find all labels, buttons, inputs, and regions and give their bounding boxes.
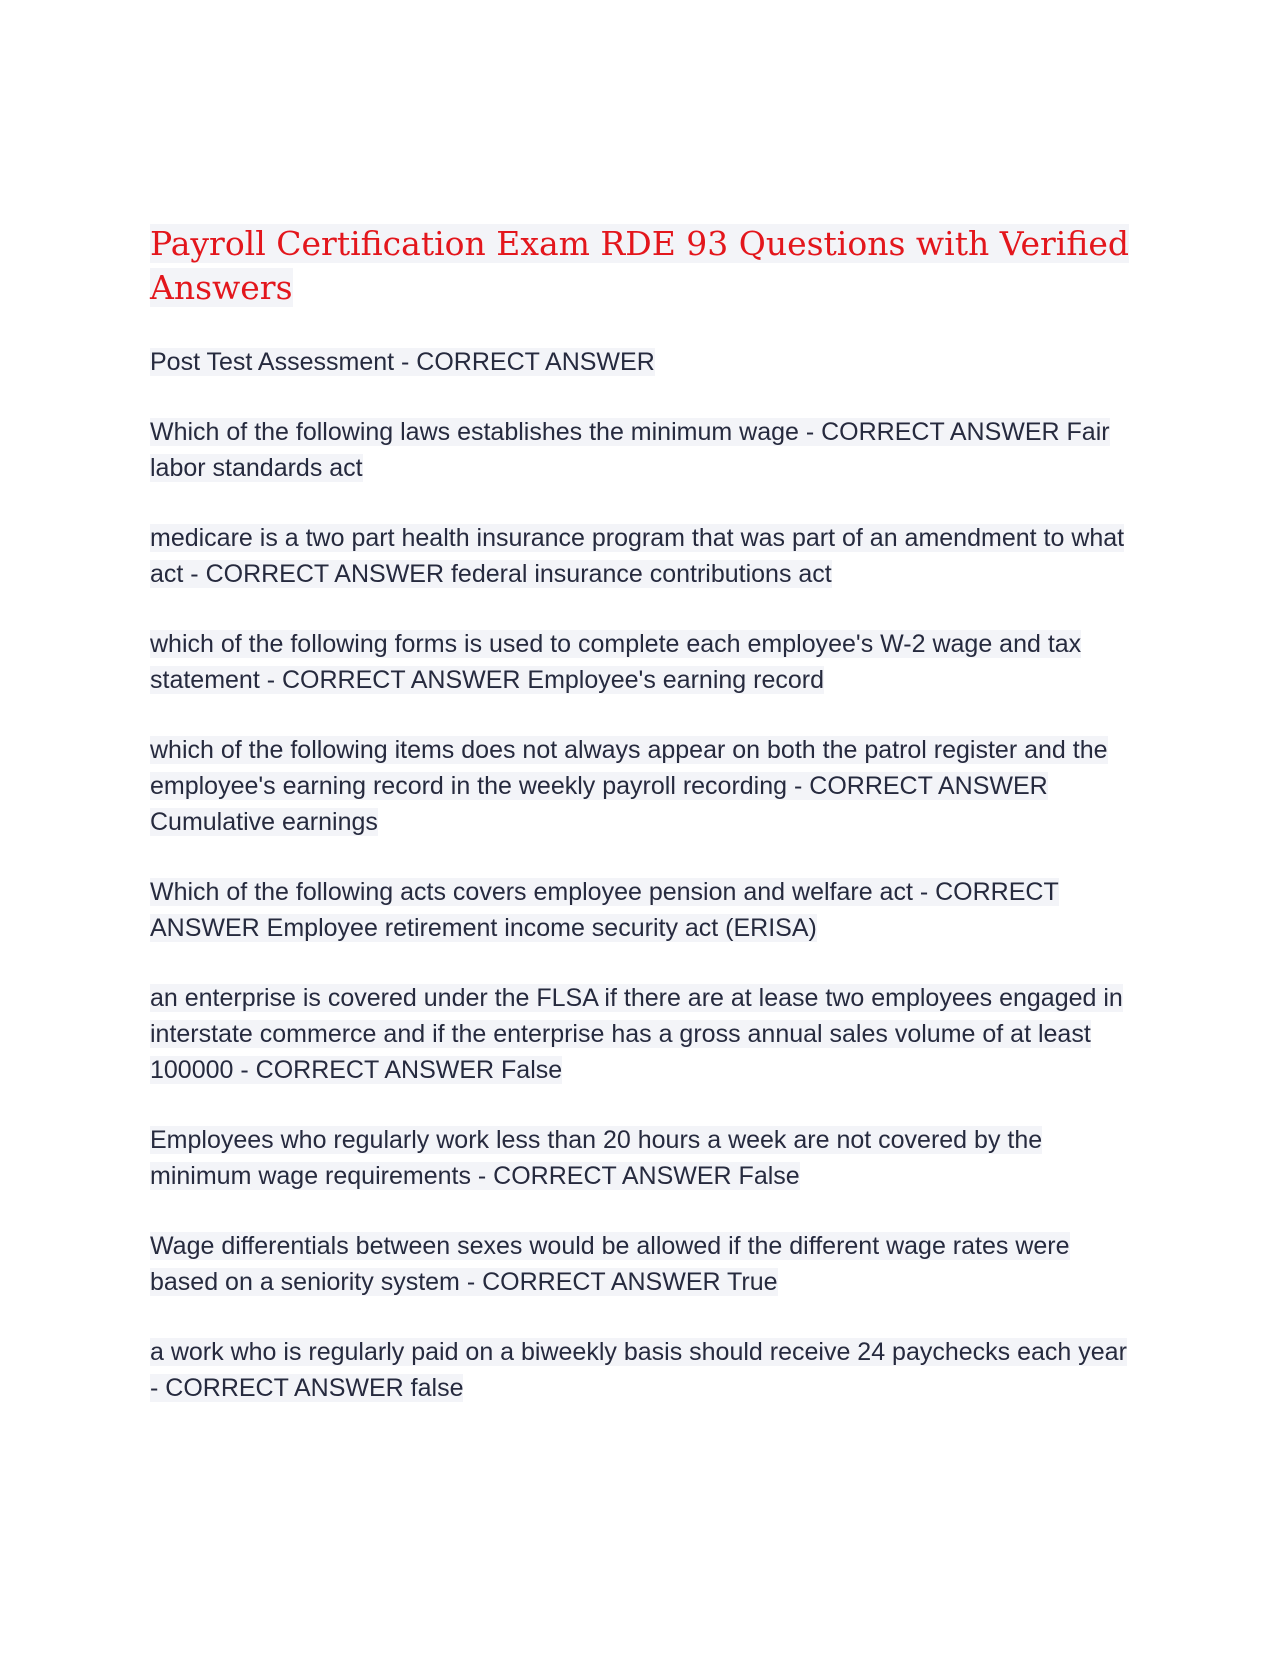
qa-item-1 <box>150 344 1140 380</box>
qa-item-text: medicare is a two part health insurance program that was part of an amendment to what act - CORRECT ANSWER federal insurance contributions act <box>150 524 1125 588</box>
qa-item-text: Which of the following laws establishes the minimum wage - CORRECT ANSWER Fair labor standards act <box>150 418 1110 482</box>
qa-item-7 <box>150 980 1140 1088</box>
qa-item-text: Which of the following acts covers employee pension and welfare act - CORRECT ANSWER Employee retirement income security act (ERISA) <box>150 878 1059 942</box>
qa-item-text: Employees who regularly work less than 20 hours a week are not covered by the minimum wage requirements - CORRECT ANSWER False <box>150 1126 1043 1190</box>
qa-item-5 <box>150 732 1140 840</box>
qa-item-6 <box>150 874 1140 946</box>
qa-item-3 <box>150 520 1140 592</box>
qa-item-8 <box>150 1122 1140 1194</box>
qa-item-2 <box>150 414 1140 486</box>
qa-item-9 <box>150 1228 1140 1300</box>
qa-item-4 <box>150 626 1140 698</box>
qa-item-text: Wage differentials between sexes would be allowed if the different wage rates were based on a seniority system - CORRECT ANSWER True <box>150 1232 1070 1296</box>
document-page <box>150 222 1140 1440</box>
qa-item-text: an enterprise is covered under the FLSA if there are at lease two employees engaged in interstate commerce and if the enterprise has a gross annual sales volume of at least 100000 - CORRECT ANSWER False <box>150 984 1123 1084</box>
qa-item-text: Post Test Assessment - CORRECT ANSWER <box>150 348 655 376</box>
document-title <box>150 222 1140 310</box>
qa-item-text: which of the following items does not always appear on both the patrol register and the employee's earning record in the weekly payroll recording - CORRECT ANSWER Cumulative earnings <box>150 736 1108 836</box>
qa-item-10 <box>150 1334 1140 1406</box>
qa-item-text: which of the following forms is used to complete each employee's W-2 wage and tax statement - CORRECT ANSWER Employee's earning record <box>150 630 1082 694</box>
qa-item-text: a work who is regularly paid on a biweekly basis should receive 24 paychecks each year - CORRECT ANSWER false <box>150 1338 1127 1402</box>
document-title-text: Payroll Certification Exam RDE 93 Questions with Verified Answers <box>150 224 1130 307</box>
